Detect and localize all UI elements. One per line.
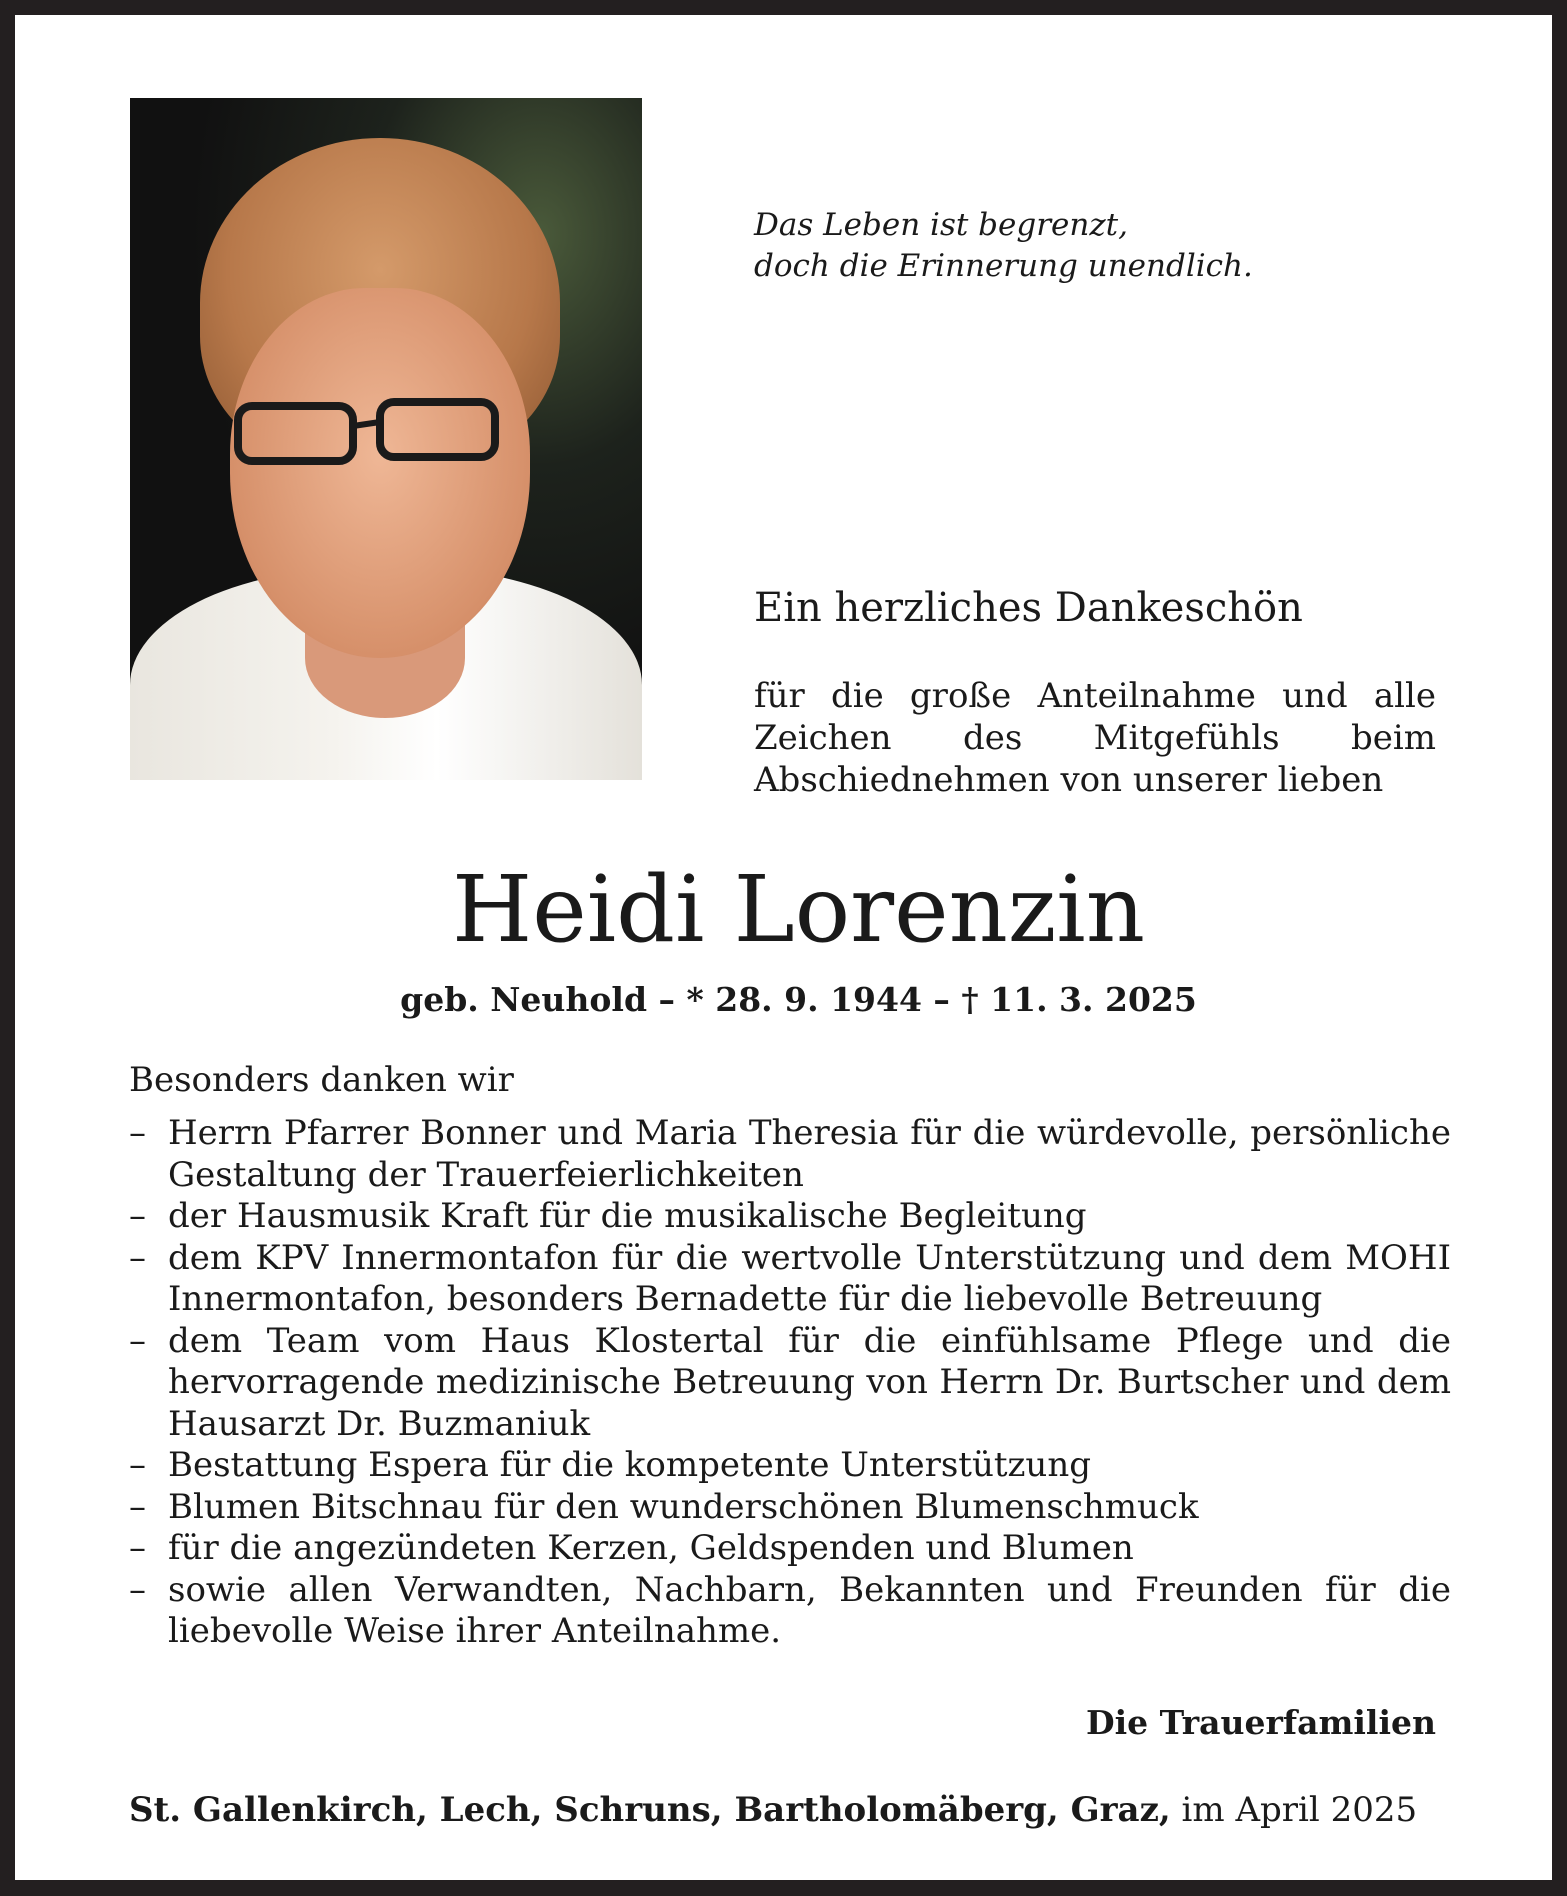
list-item-text: sowie allen Verwandten, Nachbarn, Bekannten und Freunden für die liebevolle Weise ihrer Anteilnahme.	[168, 1569, 1451, 1651]
photo-face	[230, 288, 530, 658]
list-item	[129, 1238, 1451, 1321]
obituary-card	[15, 15, 1552, 1880]
bullet-dash: –	[129, 1237, 146, 1278]
quote	[754, 205, 1253, 287]
places: St. Gallenkirch, Lech, Schruns, Bartholomäberg, Graz,	[129, 1790, 1171, 1830]
birth-death-dates: geb. Neuhold – * 28. 9. 1944 – † 11. 3. 2025	[400, 980, 1197, 1019]
list-item-text: Blumen Bitschnau für den wunderschönen Blumenschmuck	[168, 1486, 1199, 1527]
quote-line-2: doch die Erinnerung unendlich.	[754, 248, 1253, 284]
list-item	[129, 1321, 1451, 1446]
list-item-text: dem Team vom Haus Klostertal für die einfühlsame Pflege und die hervorragende medizinische Betreuung von Herrn Dr. Burtscher und dem Hausarzt Dr. Buzmaniuk	[168, 1320, 1451, 1444]
portrait-photo	[130, 98, 642, 780]
bullet-dash: –	[129, 1569, 146, 1610]
bullet-dash: –	[129, 1445, 146, 1485]
list-item	[129, 1487, 1451, 1529]
place-and-date	[129, 1790, 1417, 1830]
bullet-dash: –	[129, 1486, 146, 1527]
list-item-text: für die angezündeten Kerzen, Geldspenden und Blumen	[168, 1528, 1134, 1568]
list-item	[129, 1113, 1451, 1196]
thanks-heading: Ein herzliches Dankeschön	[754, 585, 1303, 631]
list-item-text: Bestattung Espera für die kompetente Unterstützung	[168, 1445, 1091, 1485]
bullet-dash: –	[129, 1528, 146, 1568]
photo-glasses	[230, 398, 510, 468]
bullet-dash: –	[129, 1196, 146, 1236]
list-item-text: der Hausmusik Kraft für die musikalische Begleitung	[168, 1196, 1087, 1236]
deceased-name: Heidi Lorenzin	[452, 856, 1145, 963]
list-item	[129, 1528, 1451, 1570]
list-item-text: dem KPV Innermontafon für die wertvolle Unterstützung und dem MOHI Innermontafon, besonders Bernadette für die liebevolle Betreuung	[168, 1237, 1451, 1319]
quote-line-1: Das Leben ist begrenzt,	[754, 207, 1128, 243]
thanks-list	[129, 1113, 1451, 1653]
list-item	[129, 1196, 1451, 1238]
bullet-dash: –	[129, 1320, 146, 1361]
signature: Die Trauerfamilien	[1085, 1703, 1436, 1742]
thanks-intro: Besonders danken wir	[129, 1060, 514, 1100]
date: im April 2025	[1181, 1790, 1418, 1830]
thanks-paragraph: für die große Anteilnahme und alle Zeichen des Mitgefühls beim Abschiednehmen von unserer lieben	[754, 676, 1436, 800]
bullet-dash: –	[129, 1113, 146, 1153]
list-item	[129, 1445, 1451, 1487]
list-item	[129, 1570, 1451, 1653]
list-item-text: Herrn Pfarrer Bonner und Maria Theresia für die würdevolle, persönliche Gestaltung der Trauerfeierlichkeiten	[168, 1113, 1451, 1195]
